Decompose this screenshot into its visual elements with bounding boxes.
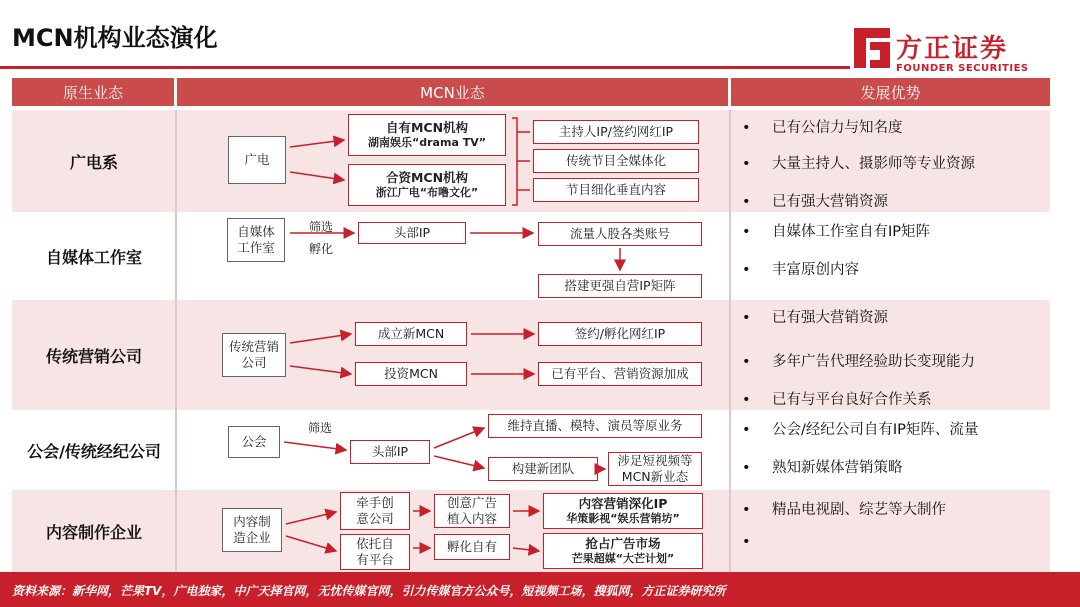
- advantage-5-2: •: [742, 534, 751, 550]
- node-content-source: 内容制 造企业: [222, 508, 282, 552]
- logo-cn-text: 方正证券: [896, 34, 1009, 64]
- node-stronger-ip-matrix: 搭建更强自营IP矩阵: [538, 274, 702, 298]
- node-traffic-accounts: 流量人股各类账号: [538, 222, 702, 246]
- node-shortvideo: 涉足短视频等 MCN新业态: [608, 452, 702, 486]
- label-filter-1: 筛选: [309, 220, 334, 234]
- page-title: MCN机构业态演化: [12, 24, 218, 52]
- source-text: 资料来源：新华网，芒果TV，广电独家，中广天择官网，无忧传媒官网，引力传媒官方公众号，短视频工场，搜狐网，方正证券研究所: [12, 584, 726, 598]
- category-self-media: 自媒体工作室: [45, 247, 142, 267]
- node-own-mcn-example: 湖南娱乐“drama TV”: [368, 135, 486, 149]
- title-rule: [0, 66, 850, 69]
- advantage-4-2: • 熟知新媒体营销策略: [742, 460, 903, 476]
- node-content-marketing: [543, 493, 703, 529]
- node-new-mcn: 成立新MCN: [355, 322, 467, 346]
- advantage-1-1: • 已有公信力与知名度: [742, 120, 903, 136]
- node-joint-mcn-example: 浙江广电“布噜文化”: [375, 185, 479, 199]
- category-content: 内容制作企业: [45, 522, 142, 542]
- header-mcn: MCN业态: [177, 78, 728, 106]
- node-own-mcn-title: 自有MCN机构: [385, 120, 469, 136]
- logo-en-text: FOUNDER SECURITIES: [896, 63, 1029, 74]
- node-ad-market-title: 抢占广告市场: [585, 536, 661, 552]
- node-self-incubate: 孵化自有: [434, 534, 510, 560]
- advantage-3-3: • 已有与平台良好合作关系: [742, 392, 932, 408]
- node-ad-placement: 创意广告 植入内容: [434, 494, 510, 528]
- node-ad-market-example: 芒果超媒“大芒计划”: [571, 551, 675, 565]
- node-own-platform: 依托自 有平台: [340, 534, 410, 570]
- advantage-4-1: • 公会/经纪公司自有IP矩阵、流量: [742, 422, 979, 438]
- advantage-2-2: • 丰富原创内容: [742, 262, 859, 278]
- node-content-marketing-title: 内容营销深化IP: [578, 496, 668, 512]
- advantage-3-1: • 已有强大营销资源: [742, 310, 888, 326]
- node-new-team: 构建新团队: [488, 457, 598, 481]
- node-marketing-source: 传统营销 公司: [222, 333, 286, 377]
- node-host-ip: 主持人IP/签约网红IP: [533, 120, 699, 144]
- founder-logo: [850, 26, 1050, 78]
- node-joint-mcn-title: 合资MCN机构: [385, 170, 469, 186]
- node-own-mcn: [348, 114, 506, 156]
- node-joint-mcn: [348, 164, 506, 206]
- column-divider-right: [729, 110, 731, 572]
- category-marketing: 传统营销公司: [45, 346, 142, 366]
- category-guild: 公会/传统经纪公司: [27, 441, 161, 461]
- node-vertical-content: 节目细化垂直内容: [533, 178, 699, 202]
- node-sign-ip: 签约/孵化网红IP: [538, 322, 702, 346]
- label-incubate-1: 孵化: [309, 242, 334, 256]
- founder-logo-mark-icon: [850, 26, 892, 70]
- node-ad-market: [543, 533, 703, 569]
- advantage-5-1: • 精品电视剧、综艺等大制作: [742, 502, 946, 518]
- node-invest-mcn: 投资MCN: [355, 362, 467, 386]
- advantage-1-3: • 已有强大营销资源: [742, 194, 888, 210]
- advantage-2-1: • 自媒体工作室自有IP矩阵: [742, 224, 931, 240]
- source-footer: [0, 572, 1080, 607]
- node-maintain-business: 维持直播、模特、演员等原业务: [488, 414, 702, 438]
- node-selfmedia-source: 自媒体 工作室: [227, 218, 285, 262]
- node-top-ip-2: 头部IP: [350, 440, 430, 464]
- header-advantage: 发展优势: [731, 78, 1050, 106]
- node-allmedia: 传统节目全媒体化: [533, 149, 699, 173]
- node-creative-partner: 牵手创 意公司: [340, 492, 410, 530]
- label-filter-2: 筛选: [308, 421, 333, 435]
- advantage-1-2: • 大量主持人、摄影师等专业资源: [742, 156, 975, 172]
- node-guild-source: 公会: [228, 426, 280, 458]
- node-broadcast-source: 广电: [228, 136, 286, 184]
- header-native: 原生业态: [12, 78, 174, 106]
- node-platform-boost: 已有平台、营销资源加成: [538, 362, 702, 386]
- advantage-3-2: • 多年广告代理经验助长变现能力: [742, 354, 975, 370]
- node-top-ip-1: 头部IP: [358, 222, 466, 244]
- node-content-marketing-example: 华策影视“娱乐营销坊”: [566, 511, 680, 525]
- category-broadcast: 广电系: [69, 152, 118, 172]
